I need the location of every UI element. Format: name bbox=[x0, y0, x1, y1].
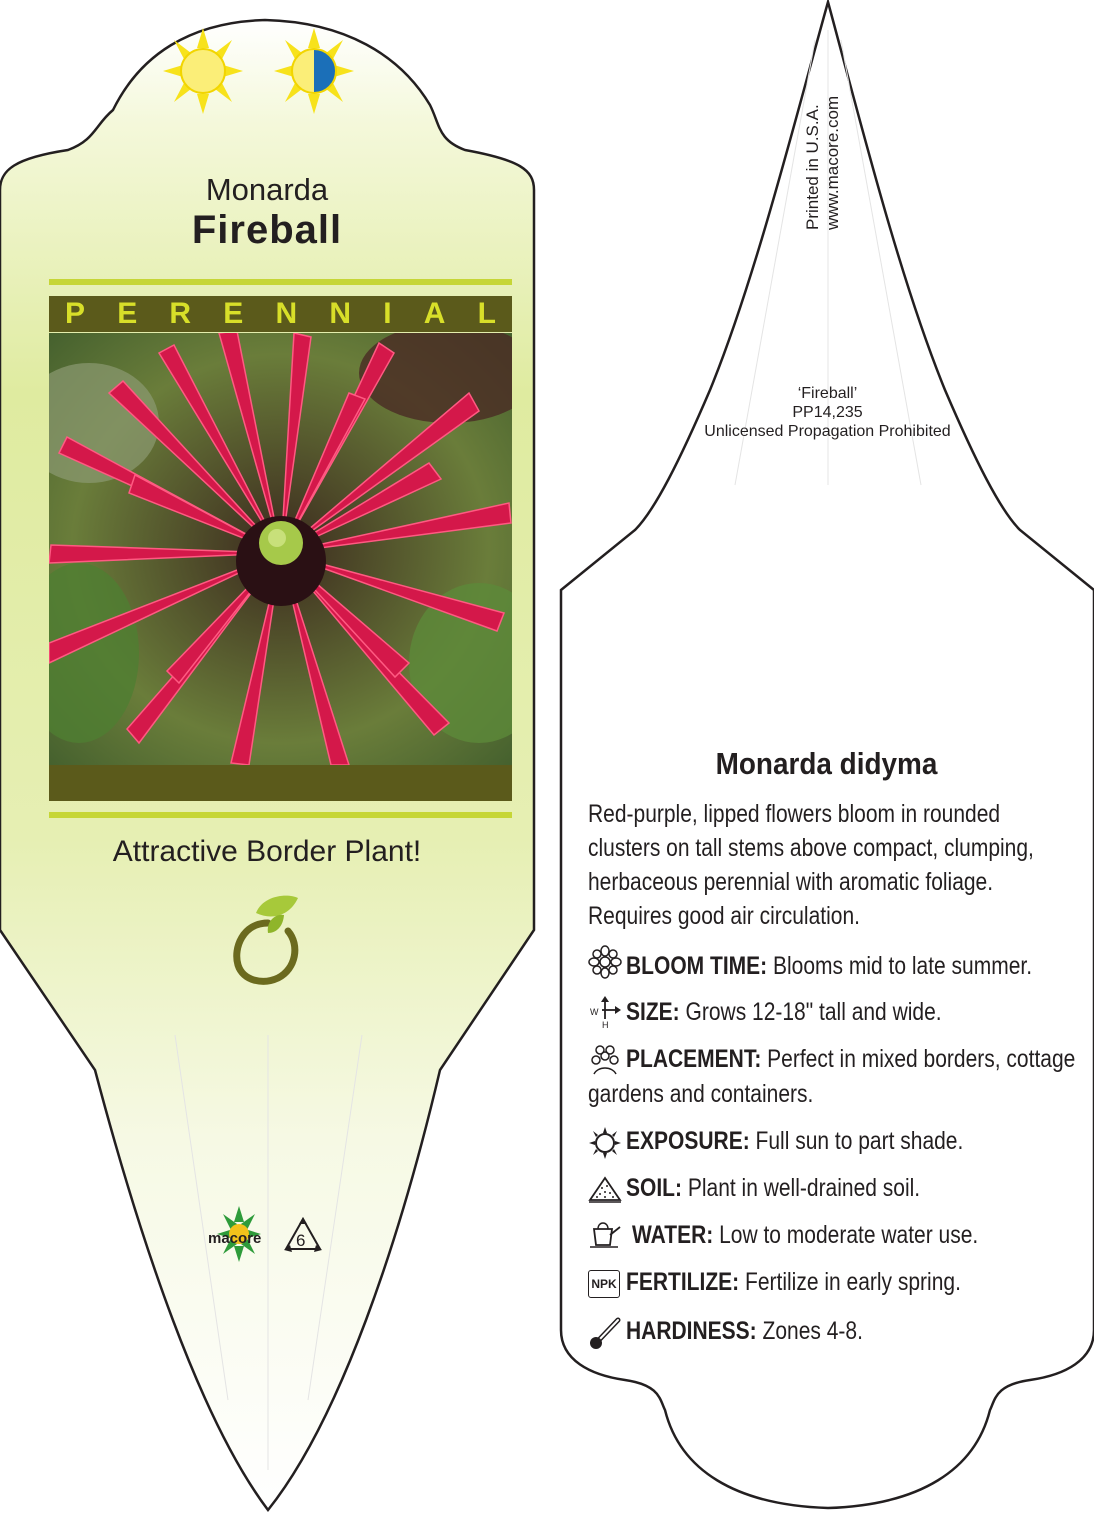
perennial-band bbox=[49, 296, 512, 332]
category-letter: N bbox=[275, 297, 298, 330]
macore-logo-text: macore bbox=[208, 1230, 262, 1247]
flower-photo bbox=[49, 333, 512, 765]
size-arrows-icon bbox=[588, 995, 622, 1029]
exposure-label: EXPOSURE: bbox=[626, 1127, 750, 1155]
thermometer-icon bbox=[588, 1316, 622, 1350]
description-line: Requires good air circulation. bbox=[588, 902, 860, 930]
placement-row-continued: gardens and containers. bbox=[588, 1080, 814, 1108]
bloom-time-row bbox=[626, 949, 1032, 983]
bottom-stripe bbox=[49, 812, 512, 818]
hardiness-label: HARDINESS: bbox=[626, 1317, 757, 1345]
category-letter: A bbox=[423, 297, 446, 330]
soil-row bbox=[626, 1171, 920, 1205]
description bbox=[588, 797, 1071, 933]
width-letter: W bbox=[590, 1007, 599, 1017]
plant-genus-title: Monarda bbox=[205, 172, 329, 207]
photo-bottom-band bbox=[49, 765, 512, 801]
category-letter: I bbox=[383, 297, 392, 330]
size-row bbox=[626, 995, 942, 1029]
water-row bbox=[632, 1218, 978, 1252]
soil-label: SOIL: bbox=[626, 1174, 683, 1202]
bloom-time-value: Blooms mid to late summer. bbox=[767, 952, 1033, 980]
printed-in-usa bbox=[803, 96, 843, 230]
garden-plants-icon bbox=[588, 1042, 622, 1076]
top-stripe bbox=[49, 279, 512, 285]
patent-block bbox=[650, 384, 1005, 441]
height-letter: H bbox=[602, 1020, 609, 1029]
description-line: herbaceous perennial with aromatic foliage. bbox=[588, 868, 994, 896]
fertilize-label: FERTILIZE: bbox=[626, 1268, 740, 1296]
flower-icon bbox=[588, 945, 622, 979]
water-label: WATER: bbox=[632, 1221, 714, 1249]
sun-outline-icon bbox=[588, 1126, 622, 1160]
category-letter: R bbox=[169, 297, 192, 330]
bloom-time-label: BLOOM TIME: bbox=[626, 952, 768, 980]
size-label: SIZE: bbox=[626, 998, 680, 1026]
category-letter: E bbox=[117, 297, 138, 330]
placement-value: Perfect in mixed borders, cottage bbox=[761, 1045, 1076, 1073]
soil-value: Plant in well-drained soil. bbox=[682, 1174, 921, 1202]
category-letter: E bbox=[223, 297, 244, 330]
placement-row bbox=[626, 1042, 1075, 1076]
hardiness-row bbox=[626, 1314, 863, 1348]
recycle-number: 6 bbox=[296, 1231, 306, 1250]
hardiness-value: Zones 4-8. bbox=[756, 1317, 863, 1345]
watering-can-icon bbox=[588, 1217, 622, 1251]
category-letter: N bbox=[329, 297, 351, 330]
plant-cultivar-title: Fireball bbox=[191, 208, 343, 252]
species-name: Monarda didyma bbox=[715, 746, 938, 781]
exposure-row bbox=[626, 1124, 963, 1158]
placement-label: PLACEMENT: bbox=[626, 1045, 762, 1073]
printed-line: Printed in U.S.A. bbox=[803, 104, 822, 230]
soil-pile-icon bbox=[588, 1172, 622, 1206]
fertilize-row bbox=[626, 1265, 961, 1299]
description-line: Red-purple, lipped flowers bloom in rounded bbox=[588, 800, 1001, 828]
description-line: clusters on tall stems above compact, clumping, bbox=[588, 834, 1034, 862]
exposure-value: Full sun to part shade. bbox=[749, 1127, 964, 1155]
full-sun-icon bbox=[163, 26, 243, 116]
category-letter: L bbox=[477, 297, 496, 330]
part-sun-icon bbox=[274, 26, 354, 116]
npk-fertilizer-icon: NPK bbox=[588, 1270, 620, 1298]
size-value: Grows 12-18" tall and wide. bbox=[679, 998, 942, 1026]
tagline: Attractive Border Plant! bbox=[112, 835, 422, 868]
patent-number: PP14,235 bbox=[792, 404, 863, 421]
fertilize-value: Fertilize in early spring. bbox=[739, 1268, 961, 1296]
propagation-notice: Unlicensed Propagation Prohibited bbox=[704, 423, 951, 440]
website-line: www.macore.com bbox=[823, 95, 842, 230]
category-letter: P bbox=[65, 297, 86, 330]
leaf-swirl-logo bbox=[228, 893, 308, 988]
water-value: Low to moderate water use. bbox=[713, 1221, 979, 1249]
cultivar-name: ‘Fireball’ bbox=[797, 385, 858, 402]
